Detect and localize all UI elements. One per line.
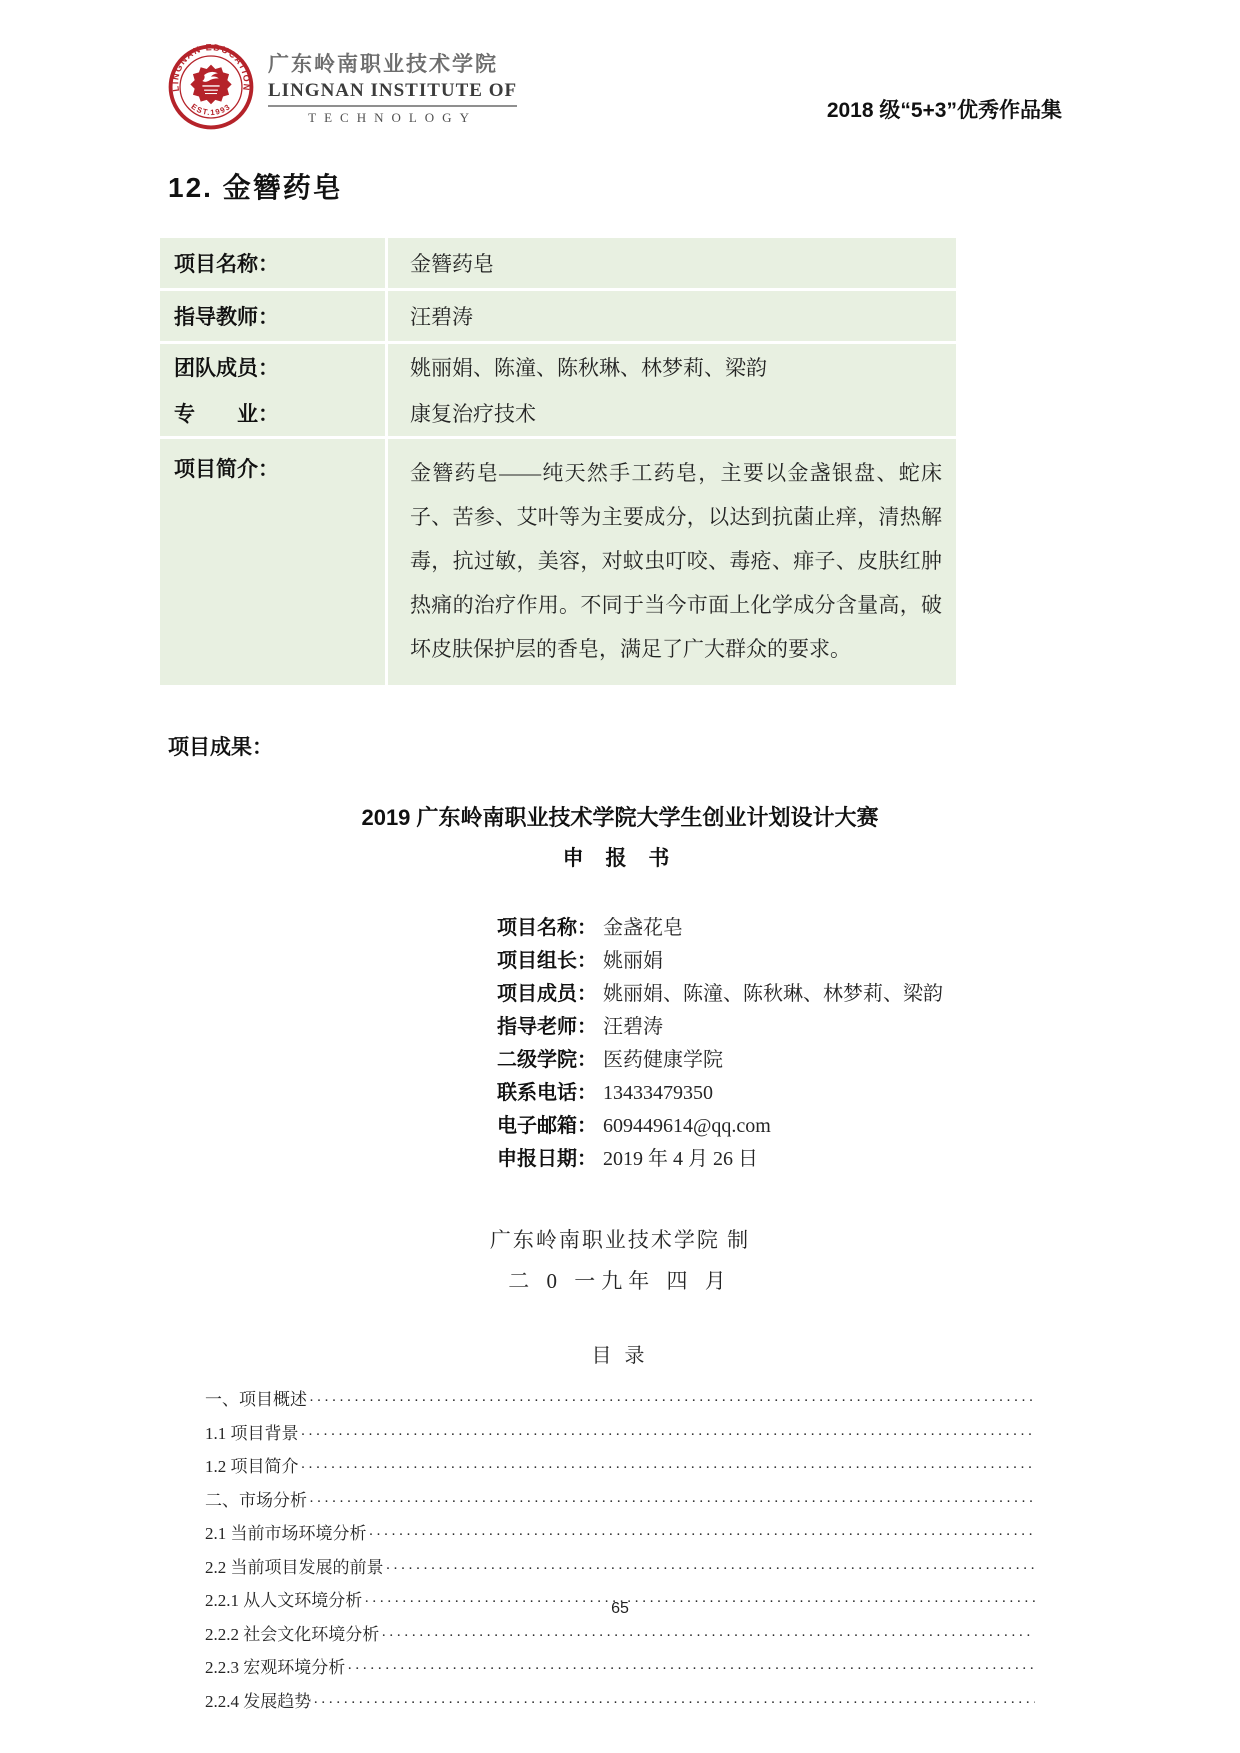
dot-leader [309, 1385, 1035, 1418]
results-heading: 项目成果： [168, 736, 273, 759]
field-project-name [497, 912, 1240, 945]
table-row-group [160, 344, 956, 439]
seal-top-text: LINGNAN EDUCATION [170, 44, 252, 93]
institute-brand [168, 44, 517, 130]
field-application-date [497, 1143, 1240, 1176]
table-row-project-name [160, 238, 956, 291]
toc-item-label: 2.1 当前市场环境分析 [205, 1524, 367, 1543]
field-value: 13433479350 [603, 1082, 713, 1104]
field-value: 609449614@qq.com [603, 1115, 771, 1137]
row-value: 汪碧涛 [410, 305, 473, 329]
institute-name-en-line2: TECHNOLOGY [308, 110, 477, 125]
toc-item [205, 1451, 1035, 1485]
dot-leader [369, 1519, 1036, 1552]
row-label: 专 业： [160, 390, 388, 436]
field-label: 电子邮箱： [497, 1115, 597, 1137]
institute-name-block [268, 48, 517, 126]
field-project-leader [497, 945, 1240, 978]
toc-item [205, 1652, 1035, 1686]
field-label: 指导老师： [497, 1016, 597, 1038]
dot-leader [347, 1653, 1035, 1686]
field-label: 申报日期： [497, 1148, 597, 1170]
toc-item-label: 2.2.4 发展趋势 [205, 1691, 312, 1711]
table-row-advisor [160, 291, 956, 344]
table-of-contents [205, 1384, 1035, 1719]
toc-item [205, 1518, 1035, 1552]
row-label: 项目简介： [160, 439, 388, 685]
date-line: 二 0 一九年 四 月 [508, 1269, 732, 1293]
field-label: 二级学院： [497, 1049, 597, 1071]
dot-leader [386, 1553, 1036, 1586]
dot-leader [309, 1486, 1035, 1519]
field-label: 项目名称： [497, 917, 597, 939]
toc-item-label: 2.2 当前项目发展的前景 [205, 1557, 384, 1577]
page-number: 65 [611, 1600, 629, 1617]
field-value: 医药健康学院 [603, 1049, 723, 1071]
field-value: 金盏花皂 [603, 917, 683, 939]
toc-item [205, 1485, 1035, 1519]
field-project-members [497, 978, 1240, 1011]
toc-item [205, 1384, 1035, 1418]
toc-heading: 目 录 [591, 1345, 649, 1367]
toc-item-label: 2.2.2 社会文化环境分析 [205, 1624, 380, 1644]
field-college [497, 1044, 1240, 1077]
application-fields [497, 912, 1240, 1176]
toc-item-label: 1.1 项目背景 [205, 1423, 299, 1443]
dot-leader [301, 1452, 1036, 1485]
field-email [497, 1110, 1240, 1143]
field-label: 项目组长： [497, 950, 597, 972]
institute-name-cn: 广东岭南职业技术学院 [268, 53, 498, 76]
toc-item [205, 1619, 1035, 1653]
page-title: 12. 金簪药皂 [168, 172, 343, 203]
toc-item-label: 一、项目概述 [205, 1390, 307, 1409]
field-value: 姚丽娟 [603, 950, 663, 972]
field-value: 姚丽娟、陈潼、陈秋琳、林梦莉、梁韵 [603, 983, 943, 1005]
page-header [168, 44, 1062, 130]
field-advisor [497, 1011, 1240, 1044]
toc-item-label: 2.2.1 从人文环境分析 [205, 1591, 363, 1610]
row-value: 康复治疗技术 [410, 402, 536, 426]
row-value: 姚丽娟、陈潼、陈秋琳、林梦莉、梁韵 [410, 356, 767, 380]
toc-item [205, 1418, 1035, 1452]
row-label: 指导教师： [160, 291, 388, 341]
toc-item [205, 1686, 1035, 1720]
competition-title: 2019 广东岭南职业技术学院大学生创业计划设计大赛 [361, 805, 879, 830]
collection-title: 2018 级“5+3”优秀作品集 [826, 99, 1062, 122]
table-row-team-members [160, 344, 956, 390]
table-row-project-intro [160, 439, 956, 685]
field-value: 汪碧涛 [603, 1016, 663, 1038]
row-value: 金簪药皂——纯天然手工药皂，主要以金盏银盘、蛇床子、苦参、艾叶等为主要成分，以达到抗菌止痒，清热解毒，抗过敏，美容，对蚊虫叮咬、毒疮、痱子、皮肤红肿热痛的治疗作用。不同于当今市面上化学成分含量高，破坏皮肤保护层的香皂，满足了广大群众的要求。 [410, 461, 942, 661]
dot-leader [301, 1419, 1036, 1452]
dot-leader [313, 1687, 1035, 1720]
project-info-table [160, 238, 956, 685]
toc-item-label: 2.2.3 宏观环境分析 [205, 1658, 346, 1677]
seal-shield-shape [190, 65, 231, 105]
field-label: 项目成员： [497, 983, 597, 1005]
row-label: 团队成员： [160, 344, 388, 390]
application-subtitle: 申 报 书 [562, 847, 678, 870]
toc-item-label: 二、市场分析 [205, 1490, 307, 1510]
field-phone [497, 1077, 1240, 1110]
seal-bottom-text: EST.1993 [189, 101, 233, 118]
institute-seal-icon [168, 44, 254, 130]
publisher-line: 广东岭南职业技术学院 制 [489, 1228, 751, 1252]
row-value: 金簪药皂 [410, 252, 494, 276]
row-label: 项目名称： [160, 238, 388, 288]
toc-item [205, 1552, 1035, 1586]
field-value: 2019 年 4 月 26 日 [603, 1148, 758, 1170]
institute-name-en-line1: LINGNAN INSTITUTE OF [268, 80, 517, 107]
table-row-major [160, 390, 956, 436]
field-label: 联系电话： [497, 1082, 597, 1104]
dot-leader [381, 1620, 1035, 1653]
toc-item-label: 1.2 项目简介 [205, 1457, 299, 1476]
